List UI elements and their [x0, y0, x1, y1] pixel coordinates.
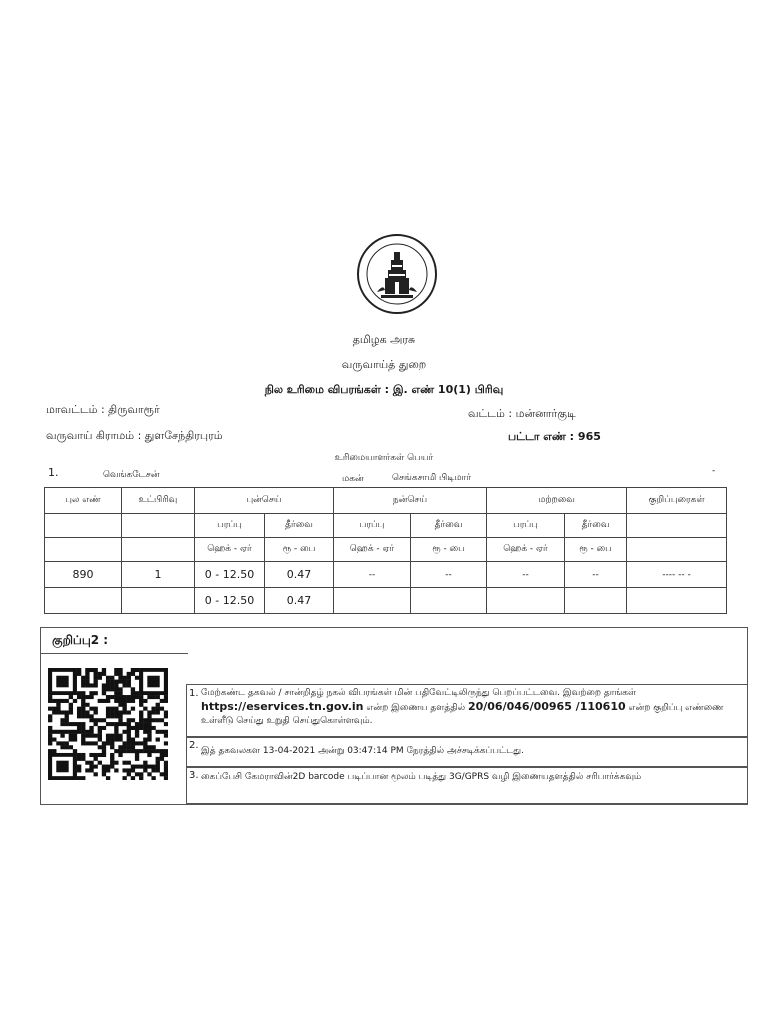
owners-heading: உரிமையாளர்கள் பெயர் — [334, 453, 434, 463]
dry-area-unit: ஹெக் - ஏர் — [195, 538, 265, 562]
header-survey-no: புல எண் — [45, 488, 122, 514]
owner-dash: - — [712, 466, 716, 476]
note-text: என்ற இணைய தளத்தில் — [363, 703, 468, 713]
government-name: தமிழக அரசு — [352, 333, 416, 346]
blank-cell — [627, 588, 727, 614]
wet-area-cell: -- — [334, 562, 411, 588]
note-text: மேற்கண்ட தகவல் / சான்றிதழ் நகல் விபரங்கள் மின் பதிவேட்டிலிருந்து பெறப்பட்டவை. இவற்றை தாங்கள் — [201, 688, 637, 698]
wet-tax-cell: -- — [411, 562, 487, 588]
dry-tax-cell: 0.47 — [265, 562, 334, 588]
header-subdivision: உட்பிரிவு — [122, 488, 195, 514]
header-remarks: குறிப்புரைகள் — [627, 488, 727, 514]
other-tax-header: தீர்வை — [565, 514, 627, 538]
remarks-cell: ---- -- - — [627, 562, 727, 588]
notes-title-underline — [40, 653, 188, 654]
blank-cell — [487, 588, 565, 614]
other-area-header: பரப்பு — [487, 514, 565, 538]
reference-number: 20/06/046/00965 /110610 — [467, 700, 626, 713]
document-title: நில உரிமை விபரங்கள் : இ. எண் 10(1) பிரிவு — [264, 383, 504, 396]
header-others: மற்றவை — [487, 488, 627, 514]
blank-cell — [122, 538, 195, 562]
dry-tax-header: தீர்வை — [265, 514, 334, 538]
note-number: 1. — [189, 688, 199, 699]
department-name: வருவாய்த் துறை — [341, 358, 427, 371]
other-tax-cell: -- — [565, 562, 627, 588]
note-number: 2. — [189, 740, 199, 751]
note-text: இத் தகவலகள 13-04-2021 அன்று 03:47:14 PM நேரத்தில் அச்சடிக்கப்பட்டது. — [201, 746, 524, 756]
owner-relation: மகன் — [342, 474, 364, 484]
note-text: கைப்பேசி கேமராவின்2D barcode படிப்பான மூலம் படித்து 3G/GPRS வழி இணையதளத்தில் சரிபார்க்கவும் — [201, 772, 642, 782]
verification-url-link[interactable]: https://eservices.tn.gov.in — [201, 700, 364, 713]
owner-father-name: செங்கசாமி பிடிமார் — [392, 473, 472, 483]
notes-title: குறிப்பு2 : — [52, 633, 109, 647]
blank-cell — [45, 538, 122, 562]
dry-tax-unit: ரூ - பை — [265, 538, 334, 562]
tamil-nadu-emblem-icon — [355, 232, 439, 316]
header-dry-land: புன்செய் — [195, 488, 334, 514]
blank-cell — [627, 514, 727, 538]
taluk-label: வட்டம் : மன்னார்குடி — [468, 407, 576, 420]
subdivision-cell: 1 — [122, 562, 195, 588]
village-label: வருவாய் கிராமம் : துளசேந்திரபுரம் — [46, 429, 223, 442]
wet-area-unit: ஹெக் - ஏர் — [334, 538, 411, 562]
table-row — [45, 562, 727, 588]
note-item-3 — [186, 766, 748, 804]
note-number: 3. — [189, 770, 199, 781]
total-dry-tax-cell: 0.47 — [265, 588, 334, 614]
other-tax-unit: ரூ - பை — [565, 538, 627, 562]
wet-area-header: பரப்பு — [334, 514, 411, 538]
dry-area-header: பரப்பு — [195, 514, 265, 538]
blank-cell — [334, 588, 411, 614]
owner-number: 1. — [48, 466, 59, 479]
table-total-row — [45, 588, 727, 614]
blank-cell — [565, 588, 627, 614]
other-area-unit: ஹெக் - ஏர் — [487, 538, 565, 562]
patta-number: பட்டா எண் : 965 — [508, 430, 601, 443]
other-area-cell: -- — [487, 562, 565, 588]
blank-cell — [45, 514, 122, 538]
land-details-table — [44, 487, 727, 614]
blank-cell — [411, 588, 487, 614]
district-label: மாவட்டம் : திருவாரூர் — [46, 403, 160, 416]
note-item-1 — [186, 684, 748, 738]
total-dry-area-cell: 0 - 12.50 — [195, 588, 265, 614]
blank-cell — [45, 588, 122, 614]
wet-tax-header: தீர்வை — [411, 514, 487, 538]
note-text: என்ற குறிப்பு எண்ணை உள்ளீடு செய்து உறுதி செய்துகொள்ளவும். — [201, 703, 724, 726]
blank-cell — [627, 538, 727, 562]
owner-name: வெங்கடேசன் — [103, 470, 160, 480]
header-wet-land: நன்செய் — [334, 488, 487, 514]
qr-code-icon[interactable] — [48, 668, 168, 780]
wet-tax-unit: ரூ - பை — [411, 538, 487, 562]
blank-cell — [122, 588, 195, 614]
blank-cell — [122, 514, 195, 538]
survey-no-cell: 890 — [45, 562, 122, 588]
dry-area-cell: 0 - 12.50 — [195, 562, 265, 588]
note-item-2 — [186, 736, 748, 768]
